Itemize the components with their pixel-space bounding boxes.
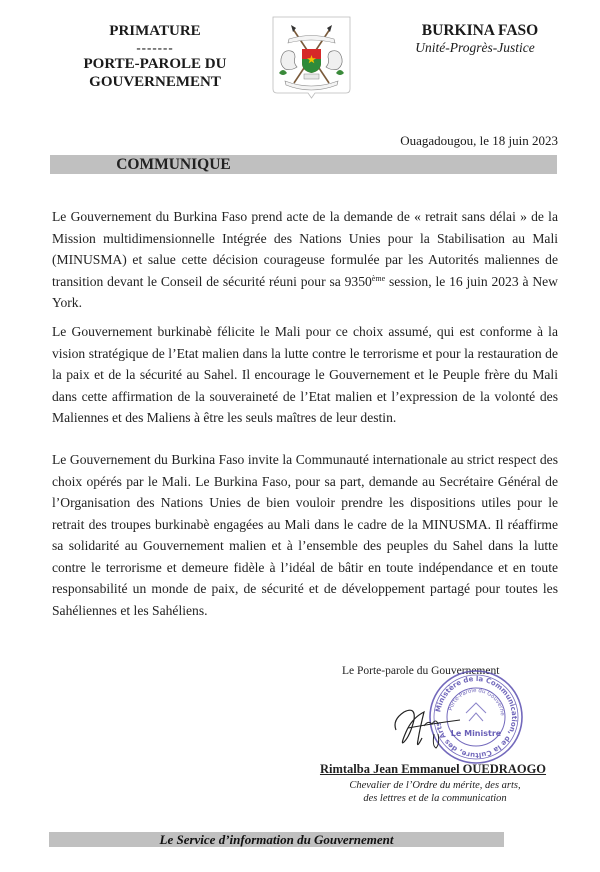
title-banner: [50, 155, 557, 174]
distinction-line-2: des lettres et de la communication: [363, 793, 507, 804]
header-right-block: [400, 22, 560, 56]
footer-banner: Le Service d’information du Gouvernement: [49, 832, 504, 847]
svg-text:Porte-Parole du Gouvernement: Porte-Parole du Gouverne: [447, 687, 506, 717]
primature-label: PRIMATURE: [109, 23, 201, 39]
handwritten-signature: [390, 690, 490, 755]
paragraph-1-text: Le Gouvernement du Burkina Faso prend acte de la demande de « retrait sans délai » de la Mission multidimensionnelle Intégrée des Nations Unies pour la Stabilisation au Mali (MINUSMA) et salue cette décision courageuse formulée par les Autorités maliennes de transition devant le Conseil de sécurité réuni pour sa 9350: [52, 209, 558, 289]
paragraph-2-text: Le Gouvernement burkinabè félicite le Mali pour ce choix assumé, qui est conforme à la vision stratégique de l’Etat malien dans la lutte contre le terrorisme et pour la restauration de la paix et de la sécurité au Sahel. Il encourage le Gouvernement et le Peuple frère du Mali dans cette affirmation de la souveraineté de l’Etat malien et l’expression de la volonté des Maliennes et des Maliens à être les seuls maîtres de leur destin.: [52, 324, 558, 425]
ordinal-superscript: ème: [371, 273, 386, 283]
date-line: Ouagadougou, le 18 juin 2023: [400, 133, 558, 148]
paragraph-3: [52, 449, 558, 621]
signatory-name: Rimtalba Jean Emmanuel OUEDRAOGO: [319, 762, 547, 776]
gouvernement-label: GOUVERNEMENT: [89, 74, 221, 90]
porte-parole-label: PORTE-PAROLE DU: [83, 56, 227, 72]
national-motto: Unité-Progrès-Justice: [415, 40, 535, 55]
paragraph-3-text: Le Gouvernement du Burkina Faso invite la Communauté internationale au strict respect des choix opérés par le Mali. Le Burkina Faso, pour sa part, demande au Secrétaire Général de l’Organisation des Nations Unies de bien vouloir prendre les dispositions utiles pour le retrait des troupes burkinabè engagées au Mali dans le cadre de la MINUSMA. Il réaffirme sa solidarité au Gouvernement malien et à l’ensemble des peuples du Sahel dans la lutte contre le terrorisme et demeure fidèle à l’idéal de bâtir en toute indépendance et en toute responsabilité un monde de paix, de sécurité et de développement partagé pour toutes les Sahéliennes et les Sahéliens.: [52, 452, 558, 618]
svg-text:Le Ministre: Le Ministre: [450, 729, 502, 738]
paragraph-1: [52, 206, 558, 314]
paragraph-2: [52, 321, 558, 429]
svg-text:Ministère de la Communication,: Ministère de la Communication, de la Culture, des Arts: [434, 674, 519, 760]
signatory-role: Le Porte-parole du Gouvernement: [342, 665, 500, 677]
paragraph-1-text-end: session, le 16 juin 2023 à New York.: [52, 273, 558, 310]
coat-of-arms-emblem: [271, 15, 352, 101]
header-separator: -------: [136, 40, 174, 55]
header-left-block: [60, 22, 250, 91]
distinction-line-1: Chevalier de l’Ordre du mérite, des arts,: [349, 780, 521, 791]
signatory-distinction: [330, 779, 540, 805]
country-name: BURKINA FASO: [421, 22, 539, 39]
document-title: COMMUNIQUE: [116, 156, 231, 173]
